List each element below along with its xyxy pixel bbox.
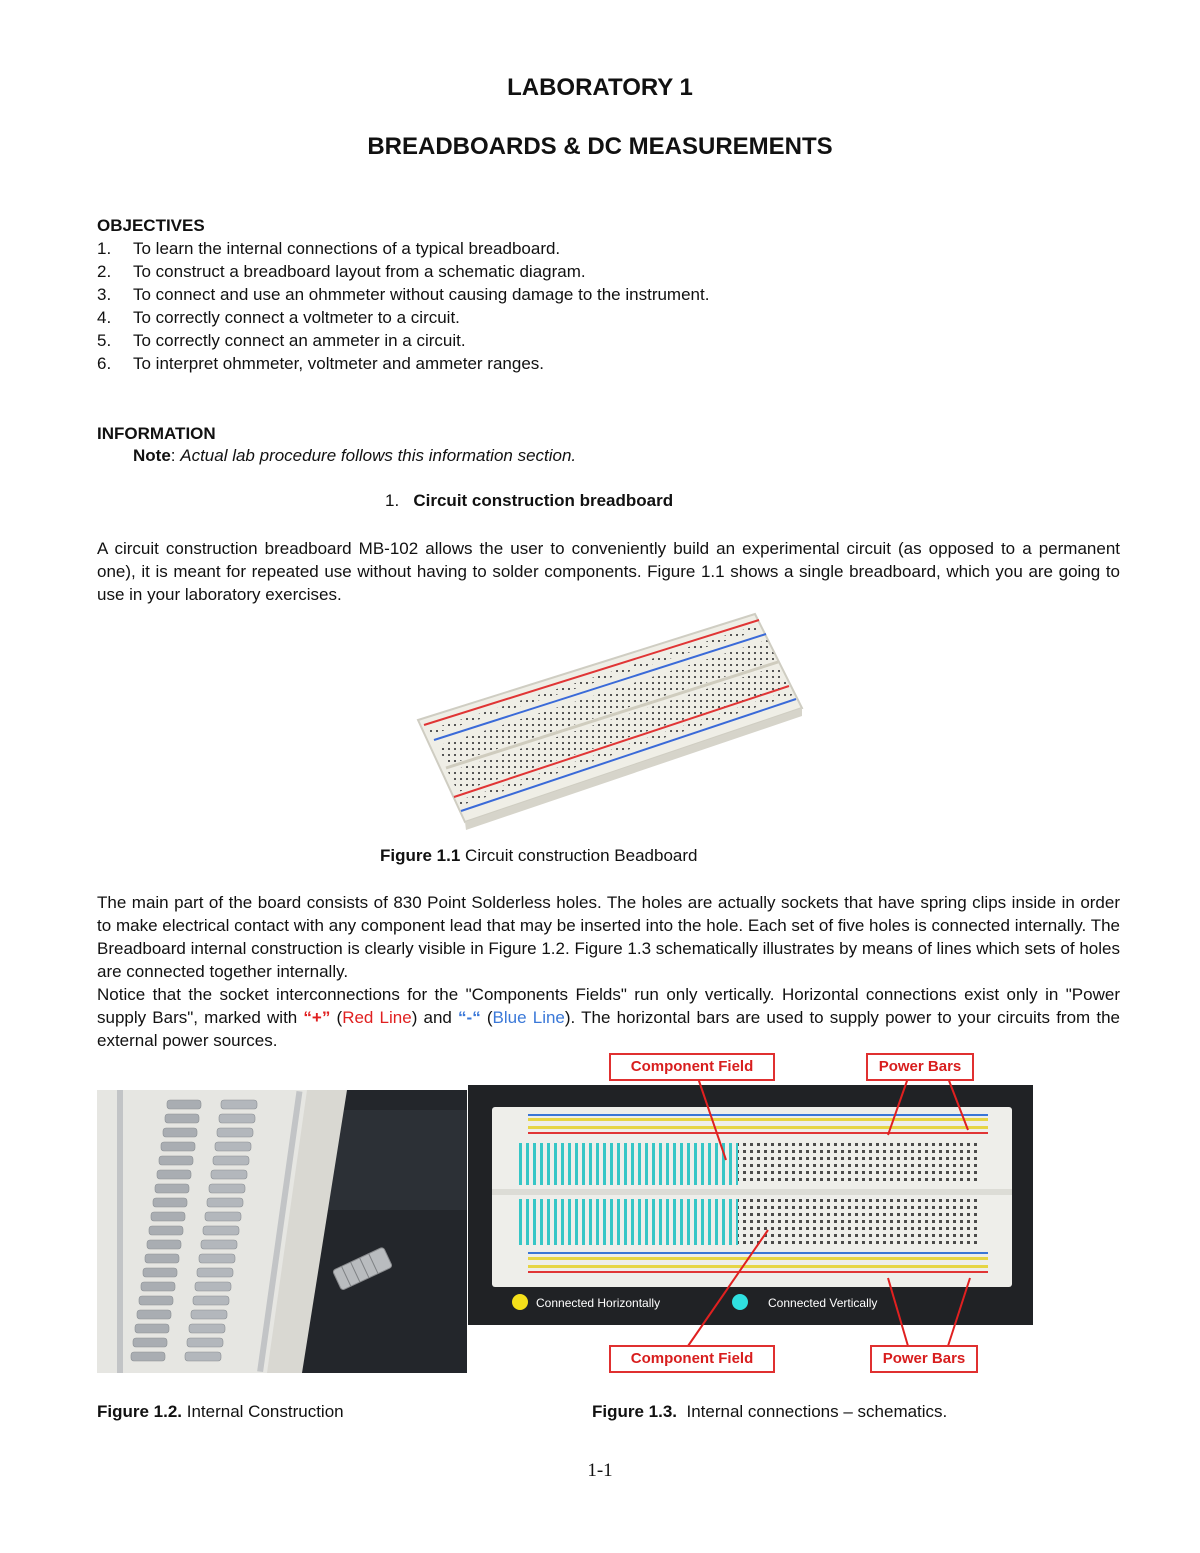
callout-component-field-bottom: Component Field	[609, 1345, 775, 1373]
objective-item: 1. To learn the internal connections of a typical breadboard.	[97, 239, 561, 258]
paragraph-intro: A circuit construction breadboard MB-102 allows the user to conveniently build an experimental circuit (as opposed to a permanent one), it is meant for repeated use without having to solder components. Figure 1.1 shows a single breadboard, which you are going to use in your laboratory exercises.	[97, 539, 1120, 604]
figure-1-1-caption: Figure 1.1 Circuit construction Beadboard	[380, 846, 698, 865]
figure-1-2-caption: Figure 1.2. Internal Construction	[97, 1402, 344, 1421]
legend-horizontal: Connected Horizontally	[536, 1296, 661, 1310]
page-title: LABORATORY 1	[507, 74, 693, 101]
paragraph-holes: The main part of the board consists of 830 Point Solderless holes. The holes are actually sockets that have spring clips inside in order to make electrical contact with any component lead that may be inserted into the hole. Each set of five holes is connected internally. The Breadboard internal construction is clearly visible in Figure 1.2. Figure 1.3 schematically illustrates by means of lines which sets of holes are connected together internally.	[97, 893, 1120, 981]
objective-item: 2. To construct a breadboard layout from a schematic diagram.	[97, 262, 586, 281]
callout-power-bars-bottom: Power Bars	[870, 1345, 978, 1373]
objective-item: 6. To interpret ohmmeter, voltmeter and ammeter ranges.	[97, 354, 545, 373]
internal-construction-photo	[97, 1090, 467, 1373]
figure-1-3-caption: Figure 1.3. Internal connections – schematics.	[592, 1402, 948, 1421]
information-heading: INFORMATION	[97, 424, 216, 443]
paragraph-connections: Notice that the socket interconnections for the "Components Fields" run only vertically. Horizontal connections exist only in "Power supply Bars", marked with “+” (Red Line) and “-“ (Blue Line). The horizontal bars are used to supply power to your circuits from the external power sources.	[97, 985, 1120, 1050]
note: Note: Actual lab procedure follows this information section.	[133, 446, 577, 465]
section-heading: 1. Circuit construction breadboard	[385, 491, 674, 510]
page-subtitle: BREADBOARDS & DC MEASUREMENTS	[367, 133, 833, 160]
breadboard-photo	[410, 608, 810, 836]
objective-item: 5. To correctly connect an ammeter in a circuit.	[97, 331, 466, 350]
objective-item: 4. To correctly connect a voltmeter to a circuit.	[97, 308, 460, 327]
legend-vertical: Connected Vertically	[768, 1296, 878, 1310]
callout-arrows	[468, 1050, 1033, 1380]
callout-power-bars-top: Power Bars	[866, 1053, 974, 1081]
callout-component-field-top: Component Field	[609, 1053, 775, 1081]
objectives-heading: OBJECTIVES	[97, 216, 205, 235]
objective-item: 3. To connect and use an ohmmeter without causing damage to the instrument.	[97, 285, 710, 304]
page-number: 1-1	[587, 1460, 613, 1481]
